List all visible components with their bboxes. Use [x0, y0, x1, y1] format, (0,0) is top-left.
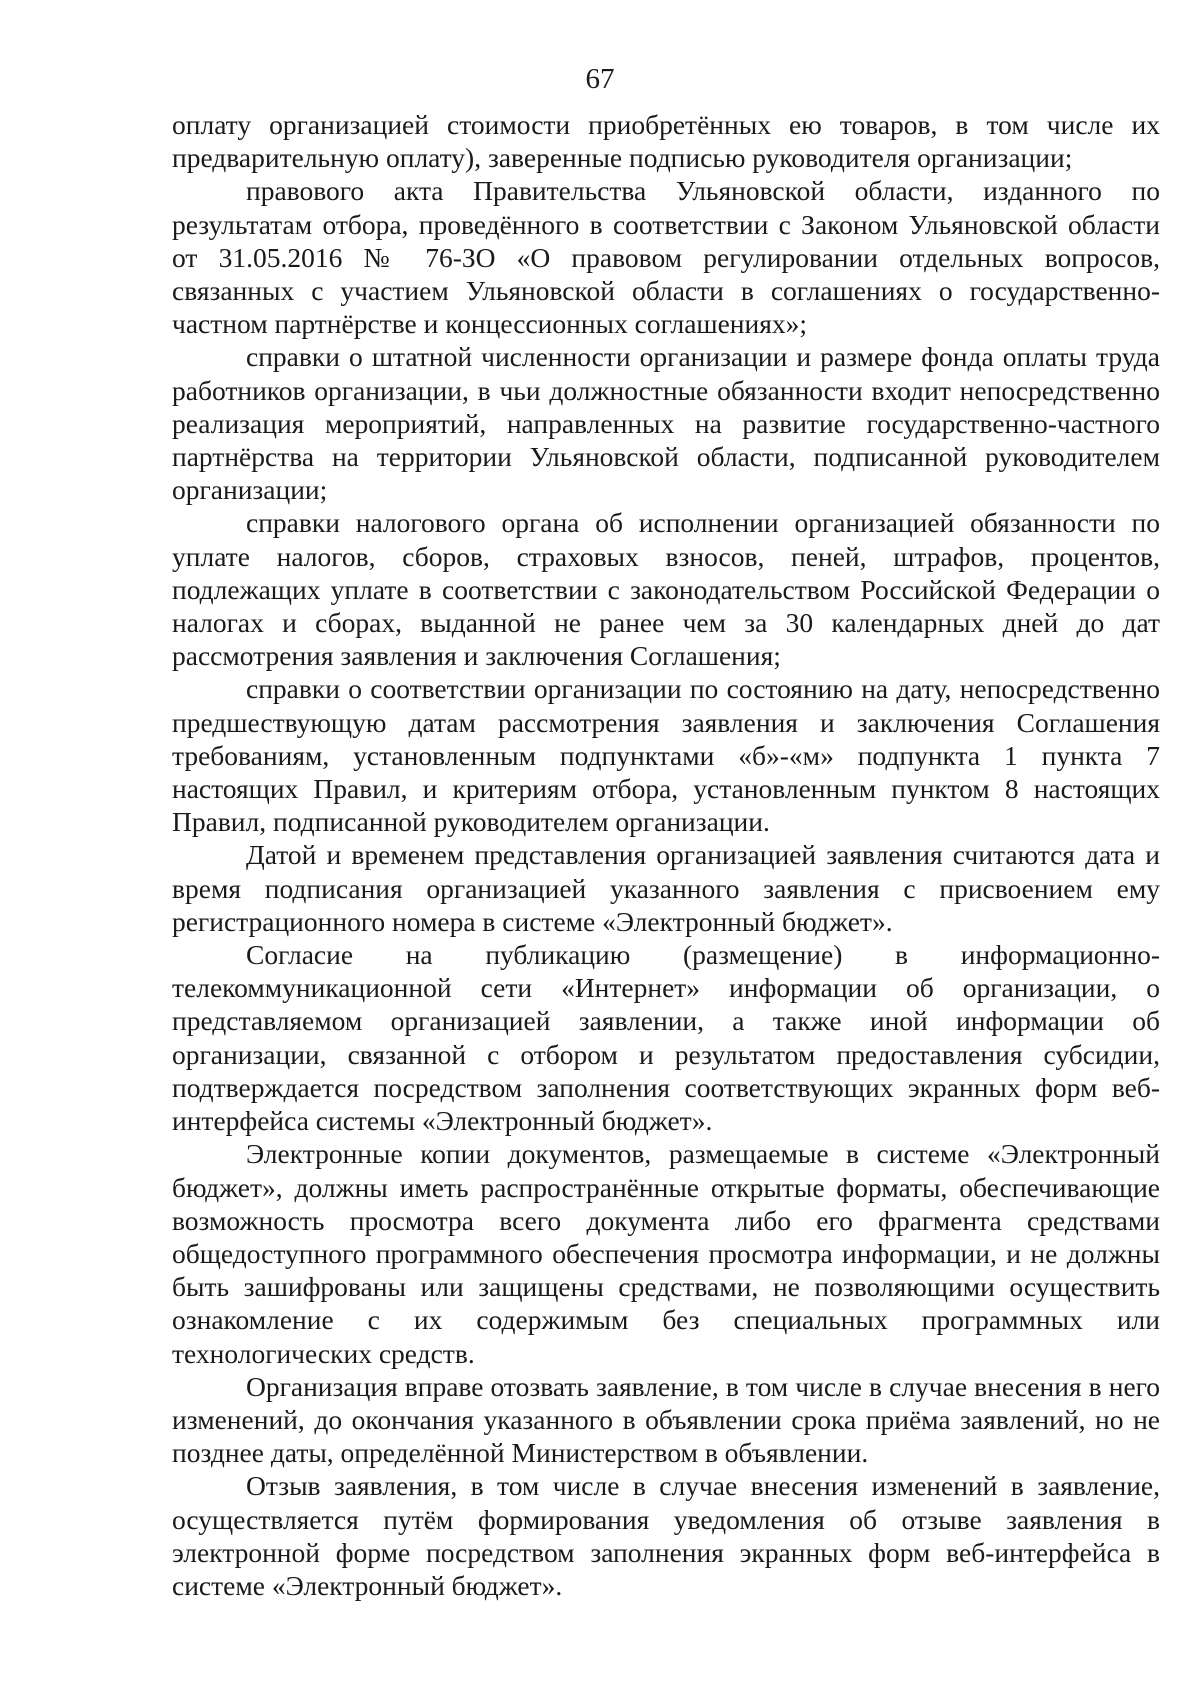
document-body — [172, 108, 1160, 1602]
paragraph-continuation: оплату организацией стоимости приобретённых ею товаров, в том числе их предварительную оплату), заверенные подписью руководителя организации; — [172, 109, 1160, 174]
paragraph-tax-reference: справки налогового органа об исполнении организацией обязанности по уплате налогов, сборов, страховых взносов, пеней, штрафов, процентов, подлежащих уплате в соответствии с законодательством Российской Федерации о налогах и сборах, выданной не ранее чем за 30 календарных дней до дат рассмотрения заявления и заключения Соглашения; — [172, 507, 1160, 672]
paragraph-compliance-reference: справки о соответствии организации по состоянию на дату, непосредственно предшествующую датам рассмотрения заявления и заключения Соглашения требованиям, установленным подпунктами «б»-«м» подпункта 1 пункта 7 настоящих Правил, и критериям отбора, установленным пунктом 8 настоящих Правил, подписанной руководителем организации. — [172, 673, 1160, 838]
paragraph-staff-reference: справки о штатной численности организации и размере фонда оплаты труда работников организации, в чьи должностные обязанности входит непосредственно реализация мероприятий, направленных на развитие государственно-частного партнёрства на территории Ульяновской области, подписанной руководителем организации; — [172, 341, 1160, 506]
paragraph-withdrawal-right: Организация вправе отозвать заявление, в том числе в случае внесения в него изменений, до окончания указанного в объявлении срока приёма заявлений, но не позднее даты, определённой Министерством в объявлении. — [172, 1370, 1160, 1469]
paragraph-publication-consent: Согласие на публикацию (размещение) в информационно-телекоммуникационной сети «Интернет» информации об организации, о представляемом организацией заявлении, а также иной информации об организации, связанной с отбором и результатом предоставления субсидии, подтверждается посредством заполнения соответствующих экранных форм веб-интерфейса системы «Электронный бюджет». — [172, 939, 1160, 1137]
paragraph-withdrawal-procedure: Отзыв заявления, в том числе в случае внесения изменений в заявление, осуществляется путём формирования уведомления об отзыве заявления в электронной форме посредством заполнения экранных форм веб-интерфейса в системе «Электронный бюджет». — [172, 1470, 1160, 1601]
paragraph-legal-act: правового акта Правительства Ульяновской области, изданного по результатам отбора, проведённого в соответствии с Законом Ульяновской области от 31.05.2016 № 76-ЗО «О правовом регулировании отдельных вопросов, связанных с участием Ульяновской области в соглашениях о государственно-частном партнёрстве и концессионных соглашениях»; — [172, 175, 1160, 340]
page-number: 67 — [585, 63, 615, 95]
paragraph-submission-date: Датой и временем представления организацией заявления считаются дата и время подписания организацией указанного заявления с присвоением ему регистрационного номера в системе «Электронный бюджет». — [172, 839, 1160, 937]
paragraph-electronic-copies: Электронные копии документов, размещаемые в системе «Электронный бюджет», должны иметь распространённые открытые форматы, обеспечивающие возможность просмотра всего документа либо его фрагмента средствами общедоступного программного обеспечения просмотра информации, и не должны быть зашифрованы или защищены средствами, не позволяющими осуществить ознакомление с их содержимым без специальных программных или технологических средств. — [172, 1138, 1160, 1369]
